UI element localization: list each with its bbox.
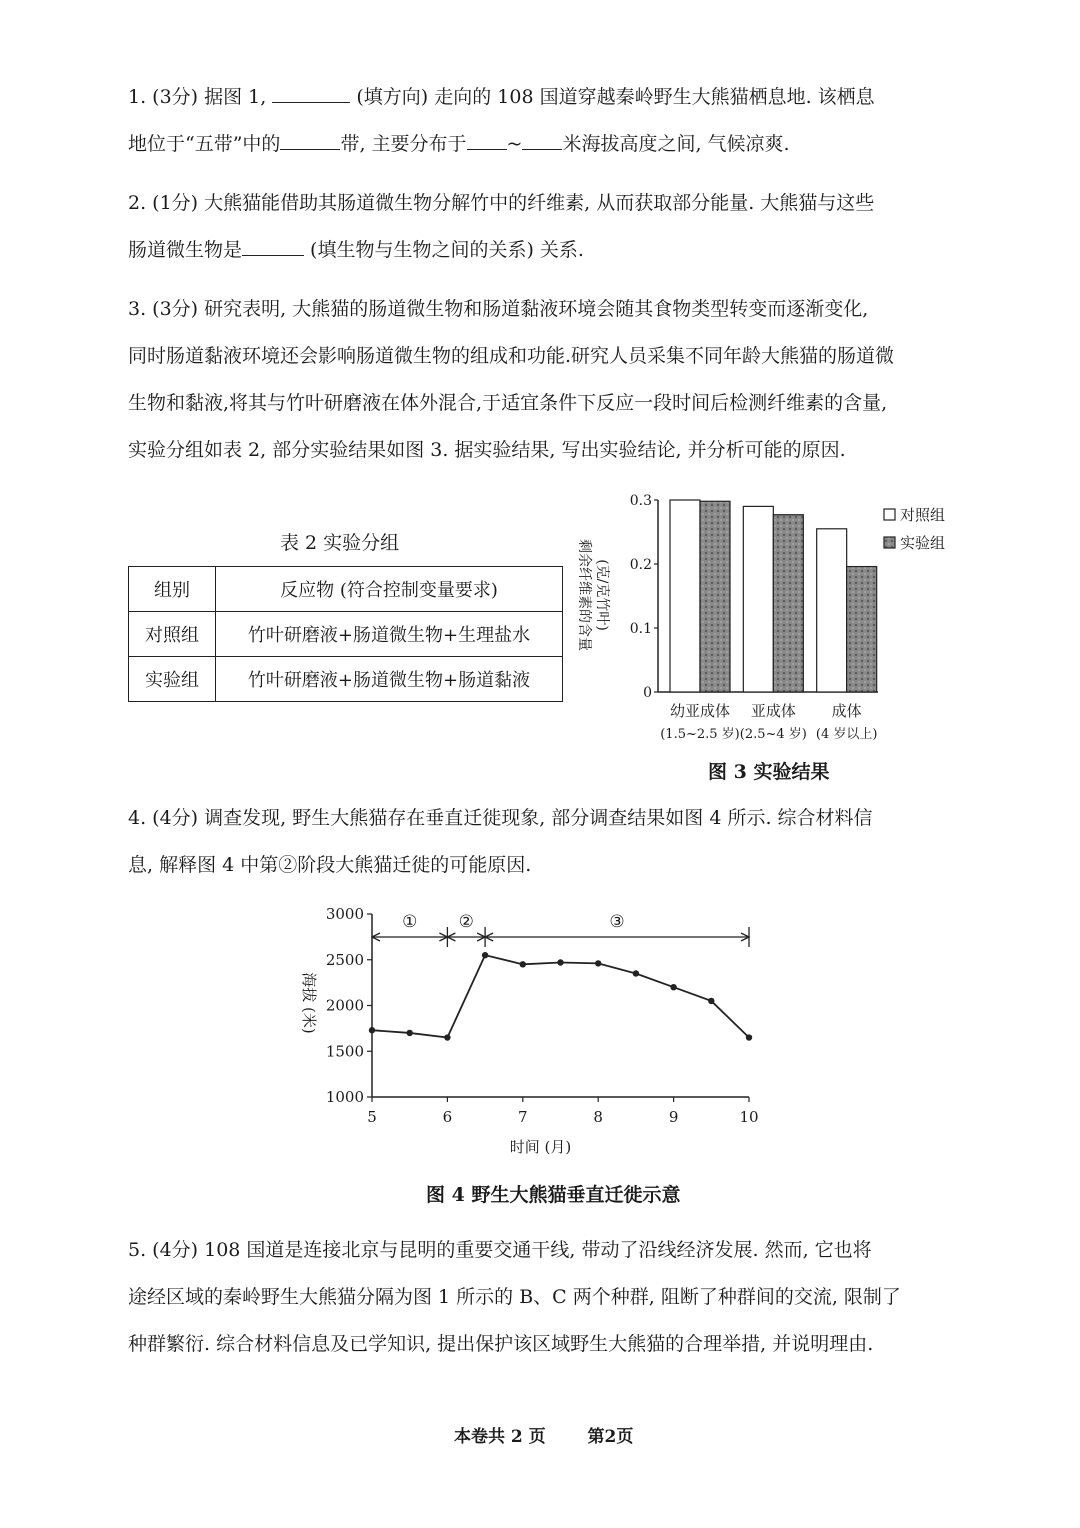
answer-blank-altitude-high[interactable]	[522, 129, 562, 150]
y-tick-label: 1500	[325, 1042, 364, 1061]
question-1-text: 地位于“五带”中的	[128, 133, 281, 155]
y-axis-label: 海拔 (米)	[300, 972, 318, 1034]
y-tick-label: 0.2	[629, 557, 652, 573]
table-2-caption: 表 2 实验分组	[280, 532, 400, 554]
table-2-experiment-groups	[128, 566, 563, 702]
question-2-line-2	[128, 227, 958, 274]
table-cell: 竹叶研磨液+肠道微生物+生理盐水	[216, 612, 563, 657]
question-1-line-2	[128, 121, 958, 168]
x-tick-label: 8	[593, 1108, 603, 1126]
question-2-text: 肠道微生物是	[128, 239, 243, 261]
data-point	[482, 952, 488, 958]
bar-control	[670, 500, 700, 692]
plot-area	[326, 905, 759, 1156]
data-point	[557, 959, 563, 965]
question-5	[128, 1227, 958, 1368]
data-point	[369, 1027, 375, 1033]
bar-experiment	[847, 567, 877, 692]
legend-label: 实验组	[900, 534, 946, 552]
x-tick-label: 成体	[831, 702, 862, 720]
question-5-line-1: 5. (4分) 108 国道是连接北京与昆明的重要交通干线, 带动了沿线经济发展. 然而, 它也将	[128, 1239, 872, 1261]
data-point	[444, 1034, 450, 1040]
y-axis-label: 剩余纤维素的含量	[576, 539, 592, 651]
legend-label: 对照组	[900, 506, 946, 524]
figure-3-caption: 图 3 实验结果	[708, 761, 830, 783]
y-tick-label: 2000	[325, 996, 364, 1015]
answer-blank-relationship[interactable]	[242, 235, 304, 256]
answer-blank-altitude-low[interactable]	[467, 129, 507, 150]
stage-label: ③	[609, 912, 625, 932]
x-tick-label: 7	[518, 1108, 528, 1126]
x-tick-label: 亚成体	[750, 702, 796, 720]
table-header-cell: 组别	[129, 567, 216, 612]
question-1-text: (填方向) 走向的 108 国道穿越秦岭野生大熊猫栖息地. 该栖息	[350, 86, 875, 108]
question-4	[128, 795, 958, 889]
data-point	[708, 998, 714, 1004]
bar-control	[817, 529, 847, 692]
x-tick-label: 5	[367, 1108, 377, 1126]
answer-blank-direction[interactable]	[272, 82, 350, 103]
total-pages: 本卷共 2 页	[454, 1427, 546, 1447]
question-3-line-4: 实验分组如表 2, 部分实验结果如图 3. 据实验结果, 写出实验结论, 并分析可能的原因.	[128, 439, 846, 461]
data-point	[595, 960, 601, 966]
table-row	[129, 657, 563, 702]
legend-swatch	[884, 509, 895, 520]
y-tick-label: 2500	[325, 950, 364, 969]
bar-experiment	[773, 515, 803, 692]
question-4-line-1: 4. (4分) 调查发现, 野生大熊猫存在垂直迁徙现象, 部分调查结果如图 4 所示. 综合材料信	[128, 807, 873, 829]
question-2	[128, 180, 958, 274]
x-tick-sublabel: (2.5~4 岁)	[739, 727, 807, 742]
bar-control	[743, 506, 773, 692]
table-header-cell: 反应物 (符合控制变量要求)	[216, 567, 563, 612]
y-tick-label: 0	[643, 685, 652, 701]
stage-label: ①	[402, 912, 418, 932]
bar-experiment	[700, 501, 730, 692]
data-point	[520, 961, 526, 967]
question-2-text: (填生物与生物之间的关系) 关系.	[304, 239, 584, 261]
x-tick-label: 9	[668, 1108, 679, 1126]
question-3-line-1: 3. (3分) 研究表明, 大熊猫的肠道微生物和肠道黏液环境会随其食物类型转变而逐渐变化,	[128, 298, 869, 320]
x-tick-sublabel: (4 岁以上)	[815, 727, 878, 742]
answer-blank-zone[interactable]	[280, 129, 340, 150]
y-axis-unit: (克/克竹叶)	[594, 559, 610, 631]
data-point	[407, 1030, 413, 1036]
figure-4-line-chart	[290, 895, 790, 1165]
page-footer	[454, 1422, 633, 1447]
question-1-text: 1. (3分) 据图 1,	[128, 86, 273, 108]
plot-area	[630, 493, 945, 742]
y-tick-label: 1000	[325, 1088, 364, 1106]
x-tick-sublabel: (1.5~2.5 岁)	[660, 727, 740, 742]
table-header-row	[129, 567, 563, 612]
y-tick-label: 3000	[325, 905, 364, 923]
table-cell: 实验组	[129, 657, 216, 702]
table-cell: 竹叶研磨液+肠道微生物+肠道黏液	[216, 657, 563, 702]
y-tick-label: 0.3	[629, 493, 652, 509]
data-point	[746, 1034, 752, 1040]
stage-label: ②	[458, 912, 474, 932]
x-tick-label: 幼亚成体	[669, 702, 731, 720]
x-axis-label: 时间 (月)	[509, 1138, 572, 1156]
page-number: 第2页	[587, 1427, 634, 1447]
question-1-text: ~	[506, 133, 523, 155]
question-5-line-3: 种群繁衍. 综合材料信息及已学知识, 提出保护该区域野生大熊猫的合理举措, 并说明理由.	[128, 1333, 874, 1355]
y-tick-label: 0.1	[629, 621, 652, 637]
figure-3-bar-chart	[560, 485, 960, 755]
figure-4-caption: 图 4 野生大熊猫垂直迁徙示意	[426, 1184, 681, 1206]
legend-swatch	[884, 537, 895, 548]
question-3-line-3: 生物和黏液,将其与竹叶研磨液在体外混合,于适宜条件下反应一段时间后检测纤维素的含量,	[128, 392, 888, 414]
question-5-line-2: 途经区域的秦岭野生大熊猫分隔为图 1 所示的 B、C 两个种群, 阻断了种群间的交流, 限制了	[128, 1286, 901, 1308]
question-1-text: 米海拔高度之间, 气候凉爽.	[562, 133, 790, 155]
question-1-line-1	[128, 74, 958, 121]
question-4-line-2: 息, 解释图 4 中第②阶段大熊猫迁徙的可能原因.	[128, 854, 532, 876]
data-point	[633, 970, 639, 976]
table-row	[129, 612, 563, 657]
question-3	[128, 286, 958, 474]
altitude-series-line	[372, 955, 749, 1037]
x-tick-label: 6	[442, 1108, 453, 1126]
question-2-line-1: 2. (1分) 大熊猫能借助其肠道微生物分解竹中的纤维素, 从而获取部分能量. 大熊猫与这些	[128, 192, 875, 214]
x-tick-label: 10	[739, 1108, 759, 1126]
question-1-text: 带, 主要分布于	[340, 133, 467, 155]
data-point	[670, 984, 676, 990]
question-1	[128, 74, 958, 168]
table-cell: 对照组	[129, 612, 216, 657]
question-3-line-2: 同时肠道黏液环境还会影响肠道微生物的组成和功能.研究人员采集不同年龄大熊猫的肠道微	[128, 345, 895, 367]
